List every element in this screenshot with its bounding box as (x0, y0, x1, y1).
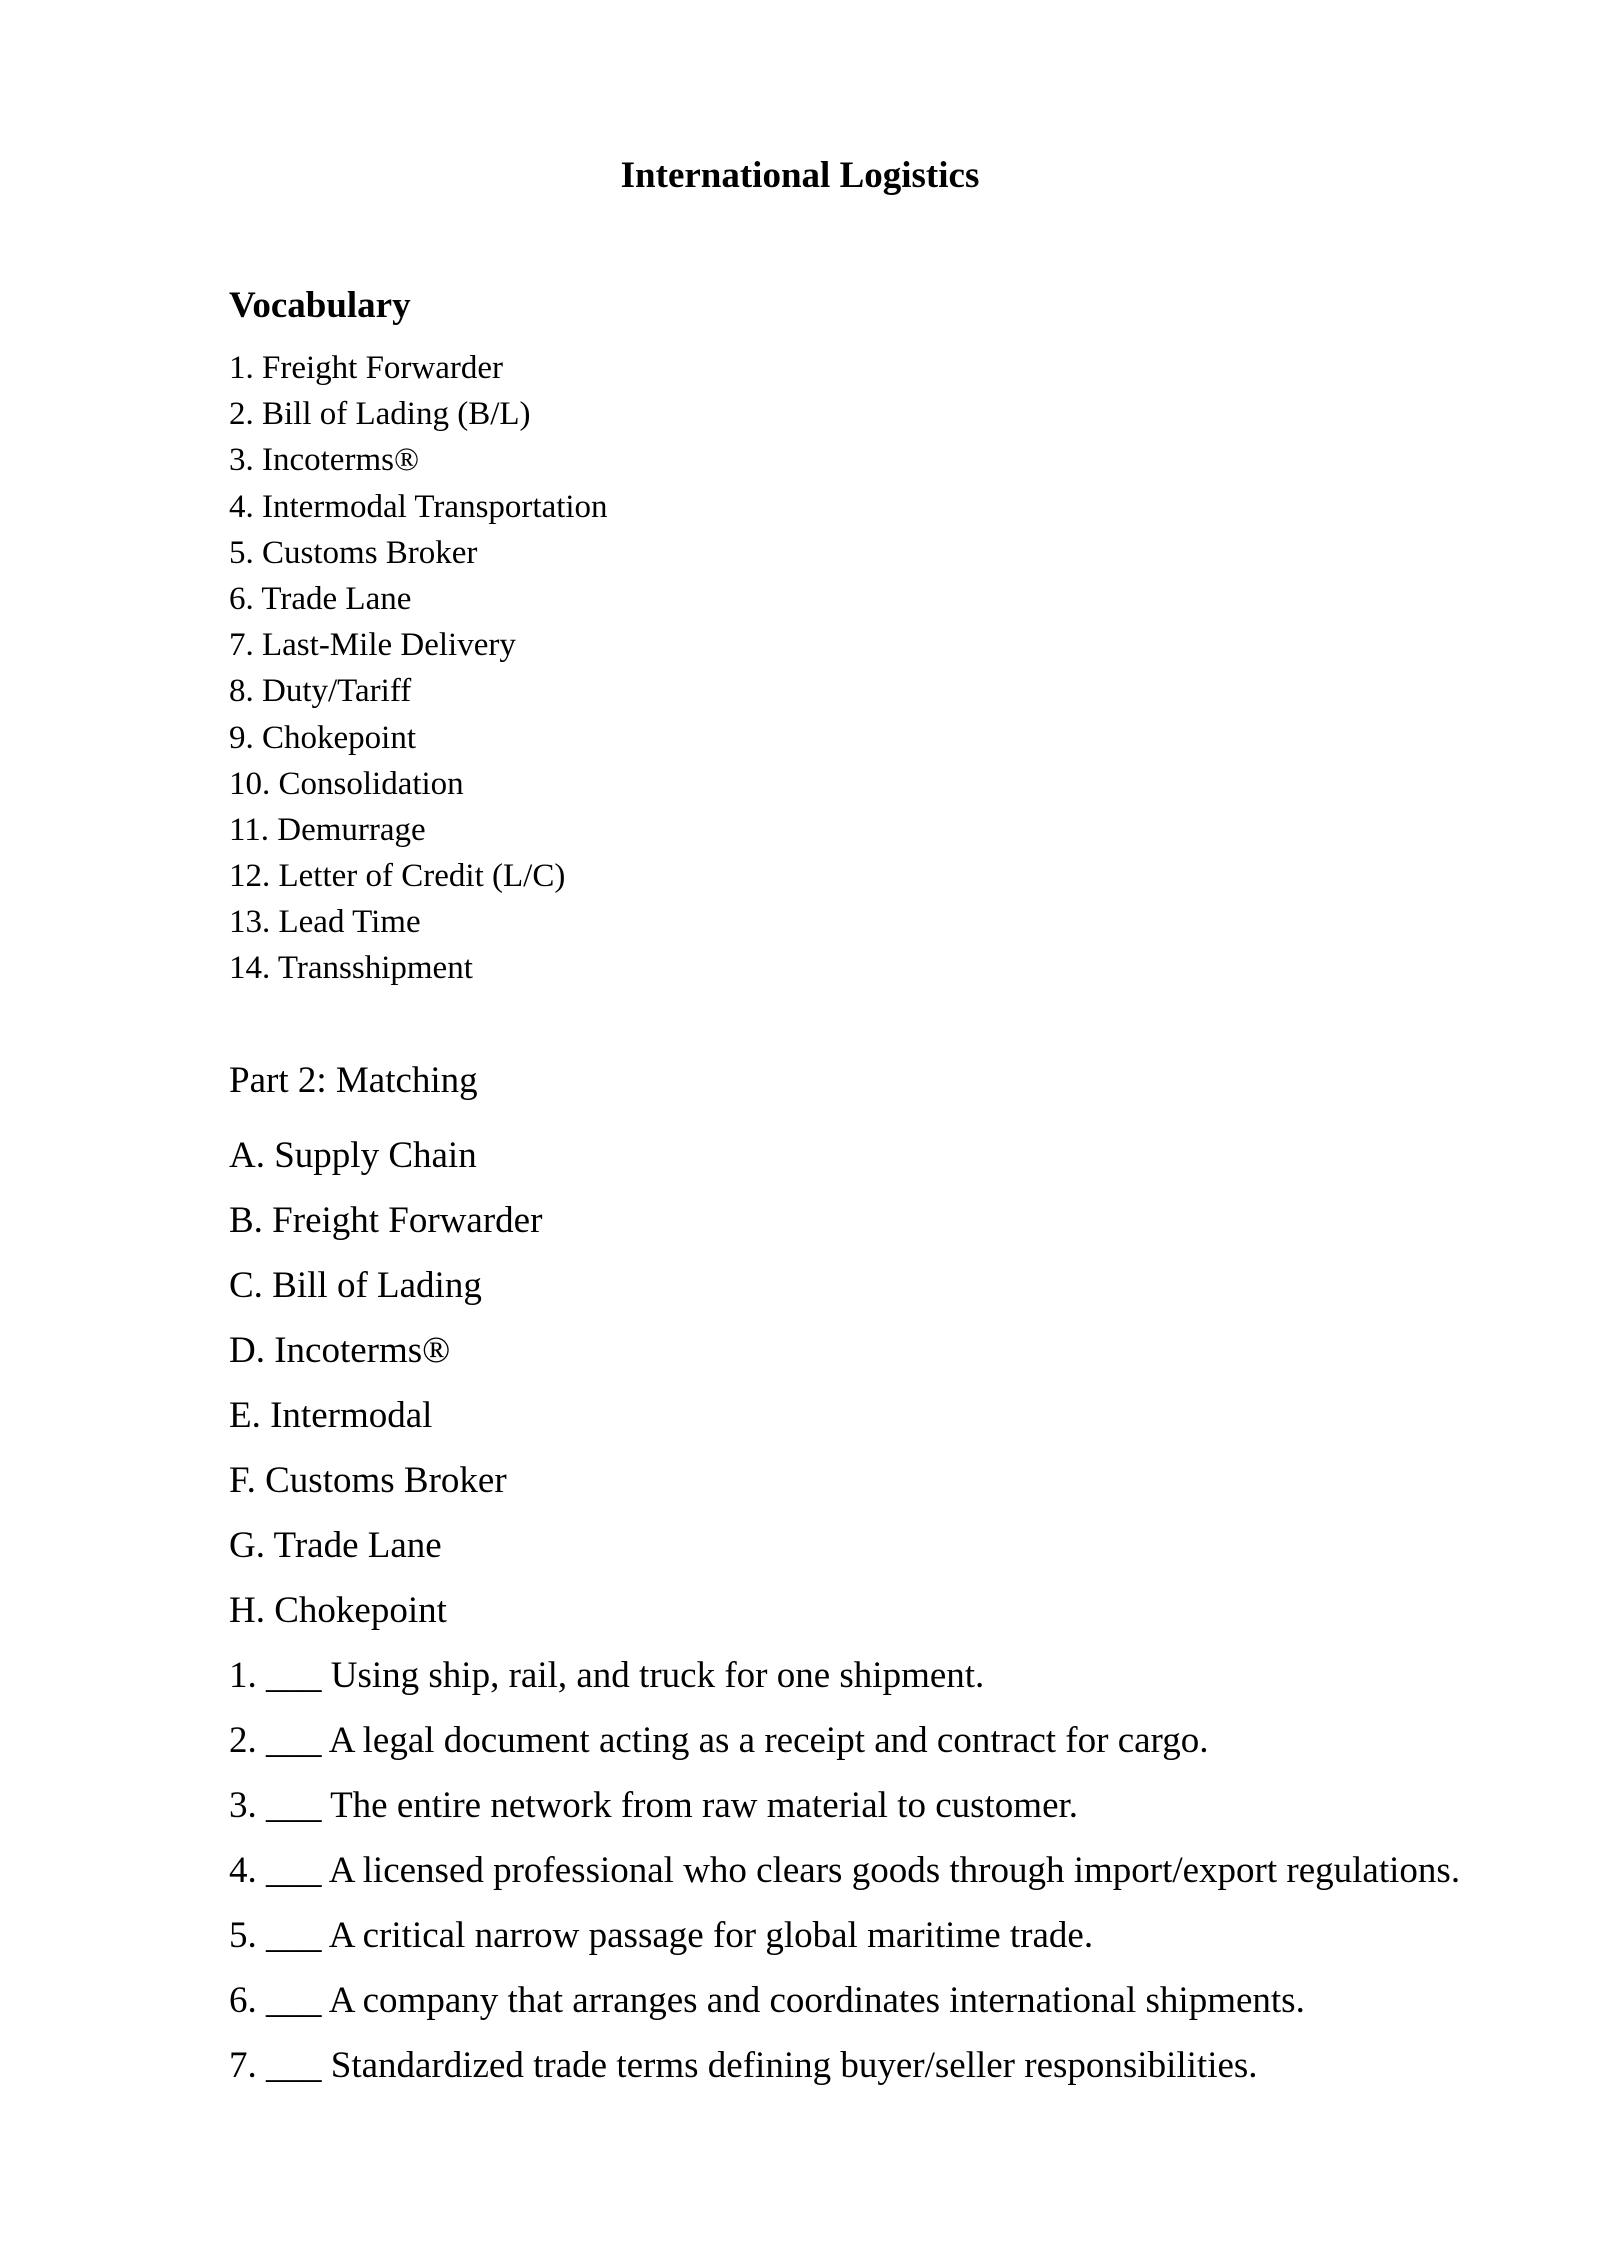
matching-option: G. Trade Lane (229, 1525, 442, 1566)
matching-option: B. Freight Forwarder (229, 1200, 543, 1241)
matching-option: A. Supply Chain (229, 1135, 477, 1176)
vocabulary-item: 9. Chokepoint (229, 719, 416, 756)
matching-question: 1. ___ Using ship, rail, and truck for one shipment. (229, 1655, 985, 1696)
vocabulary-item: 13. Lead Time (229, 904, 421, 941)
matching-question: 7. ___ Standardized trade terms defining buyer/seller responsibilities. (229, 2045, 1258, 2086)
vocabulary-item: 10. Consolidation (229, 765, 464, 802)
matching-option: C. Bill of Lading (229, 1265, 482, 1306)
vocabulary-list (229, 345, 608, 992)
matching-question: 4. ___ A licensed professional who clears goods through import/export regulations. (229, 1850, 1461, 1891)
vocabulary-item: 2. Bill of Lading (B/L) (229, 396, 531, 433)
vocabulary-item: 14. Transshipment (229, 950, 473, 987)
matching-options-list (229, 1123, 542, 1643)
vocabulary-item: 6. Trade Lane (229, 580, 412, 617)
vocabulary-item: 1. Freight Forwarder (229, 350, 504, 386)
matching-option: F. Customs Broker (229, 1460, 507, 1501)
document-title: International Logistics (620, 155, 980, 196)
matching-option: E. Intermodal (229, 1395, 433, 1436)
matching-question: 3. ___ The entire network from raw material to customer. (229, 1785, 1079, 1826)
vocabulary-item: 5. Customs Broker (229, 534, 478, 571)
vocabulary-item: 12. Letter of Credit (L/C) (229, 858, 566, 895)
vocabulary-heading: Vocabulary (229, 285, 411, 326)
vocabulary-item: 11. Demurrage (229, 811, 426, 848)
matching-question: 5. ___ A critical narrow passage for global maritime trade. (229, 1915, 1094, 1956)
matching-option: D. Incoterms® (229, 1330, 451, 1371)
matching-questions-list (229, 1643, 1460, 2098)
vocabulary-item: 7. Last-Mile Delivery (229, 627, 516, 664)
vocabulary-item: 4. Intermodal Transportation (229, 488, 608, 525)
vocabulary-item: 3. Incoterms® (229, 442, 420, 479)
matching-option: H. Chokepoint (229, 1590, 447, 1631)
matching-question: 6. ___ A company that arranges and coordinates international shipments. (229, 1980, 1305, 2021)
matching-question: 2. ___ A legal document acting as a receipt and contract for cargo. (229, 1720, 1209, 1761)
matching-heading: Part 2: Matching (229, 1060, 478, 1101)
vocabulary-item: 8. Duty/Tariff (229, 673, 412, 710)
